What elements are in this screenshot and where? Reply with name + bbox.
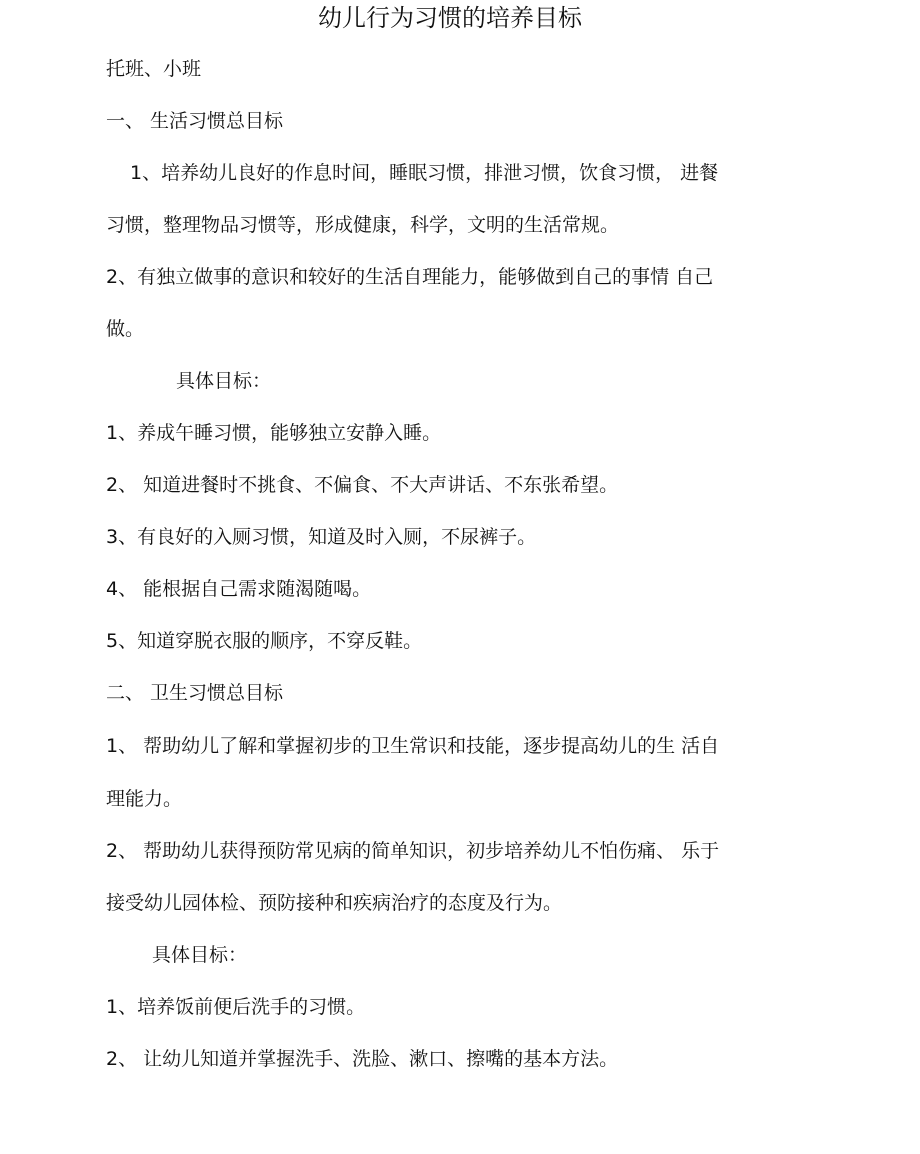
section1-heading: 一、 生活习惯总目标 xyxy=(106,110,284,132)
document-title: 幼儿行为习惯的培养目标 xyxy=(318,4,582,32)
section1-specific-item: 1、养成午睡习惯，能够独立安静入睡。 xyxy=(106,422,442,444)
section1-goal2-line1: 2、有独立做事的意识和较好的生活自理能力，能够做到自己的事情 自己 xyxy=(106,266,714,288)
section2-goal2-line2: 接受幼儿园体检、预防接种和疾病治疗的态度及行为。 xyxy=(106,892,563,914)
section1-specific-heading: 具体目标： xyxy=(176,370,272,392)
section1-goal1-line1: 1、培养幼儿良好的作息时间，睡眠习惯，排泄习惯，饮食习惯， 进餐 xyxy=(130,162,719,184)
section2-heading: 二、 卫生习惯总目标 xyxy=(106,682,284,704)
section1-specific-item: 3、有良好的入厕习惯，知道及时入厕，不尿裤子。 xyxy=(106,526,537,548)
section2-specific-item: 2、 让幼儿知道并掌握洗手、洗脸、漱口、擦嘴的基本方法。 xyxy=(106,1048,619,1070)
section2-goal1-line2: 理能力。 xyxy=(106,788,183,810)
section1-specific-item: 5、知道穿脱衣服的顺序，不穿反鞋。 xyxy=(106,630,423,652)
section2-specific-item: 1、培养饭前便后洗手的习惯。 xyxy=(106,996,366,1018)
section2-goal1-line1: 1、 帮助幼儿了解和掌握初步的卫生常识和技能，逐步提高幼儿的生 活自 xyxy=(106,735,720,757)
section1-specific-item: 4、 能根据自己需求随渴随喝。 xyxy=(106,578,372,600)
class-level: 托班、小班 xyxy=(106,58,202,80)
section2-goal2-line1: 2、 帮助幼儿获得预防常见病的简单知识，初步培养幼儿不怕伤痛、 乐于 xyxy=(106,840,720,862)
section1-specific-item: 2、 知道进餐时不挑食、不偏食、不大声讲话、不东张希望。 xyxy=(106,474,619,496)
section2-specific-heading: 具体目标： xyxy=(152,944,248,966)
section1-goal2-line2: 做。 xyxy=(106,318,145,340)
section1-goal1-line2: 习惯，整理物品习惯等，形成健康，科学，文明的生活常规。 xyxy=(106,214,620,236)
